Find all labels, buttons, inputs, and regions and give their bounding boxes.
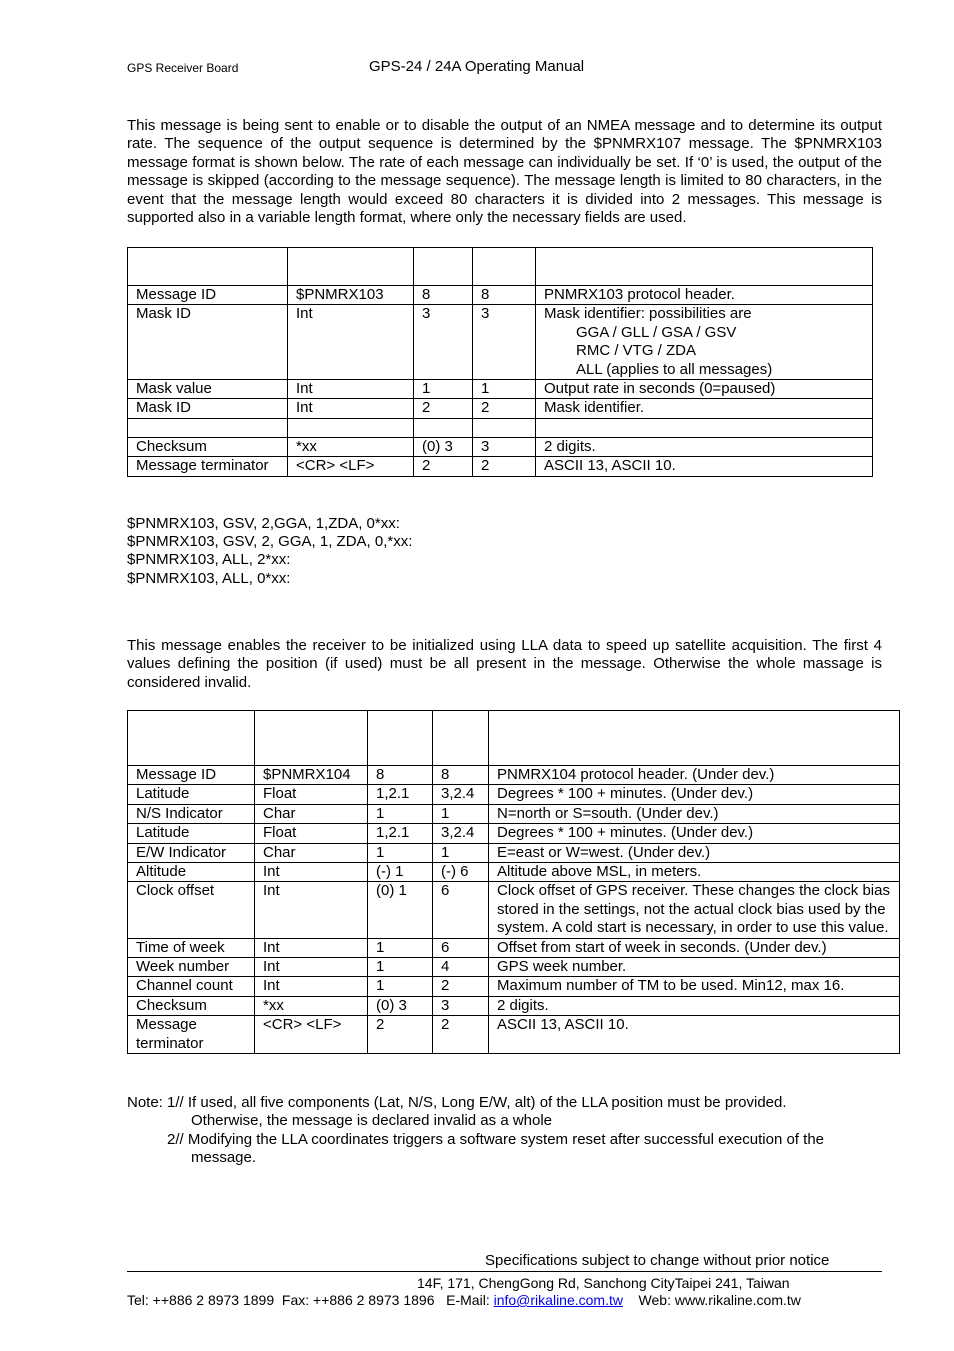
footer-contact-prefix: Tel: ++886 2 8973 1899 Fax: ++886 2 8973 1896 E-Mail: bbox=[127, 1292, 494, 1308]
note-1: Note: 1// If used, all five components (Lat, N/S, Long E/W, alt) of the LLA position must be provided. bbox=[127, 1094, 787, 1111]
footer-contact bbox=[127, 1292, 801, 1308]
table-row bbox=[128, 804, 900, 823]
example-line: $PNMRX103, ALL, 0*xx: bbox=[127, 570, 291, 587]
description-line: RMC / VTG / ZDA bbox=[576, 342, 696, 360]
table-row bbox=[128, 882, 900, 938]
field-name: Latitude bbox=[128, 824, 255, 843]
table-row bbox=[128, 305, 873, 380]
table-row bbox=[128, 958, 900, 977]
footer-divider bbox=[127, 1271, 882, 1272]
field-description: ASCII 13, ASCII 10. bbox=[489, 1016, 900, 1054]
table-row bbox=[128, 1016, 900, 1054]
table-row bbox=[128, 938, 900, 957]
example-line: $PNMRX103, ALL, 2*xx: bbox=[127, 551, 291, 568]
field-name: N/S Indicator bbox=[128, 804, 255, 823]
field-min: 1 bbox=[368, 843, 433, 862]
email-link[interactable]: info@rikaline.com.tw bbox=[493, 1292, 623, 1308]
field-name: Mask value bbox=[128, 380, 288, 399]
field-min: (-) 1 bbox=[368, 863, 433, 882]
field-name: Week number bbox=[128, 958, 255, 977]
field-description: Mask identifier. bbox=[536, 399, 873, 418]
field-min: (0) 3 bbox=[368, 996, 433, 1015]
section2-paragraph: This message enables the receiver to be initialized using LLA data to speed up satellite acquisition. The first 4 values defining the position (if used) must be all present in the message. Otherwise the whole massage is considered invalid. bbox=[127, 637, 882, 691]
field-description bbox=[536, 305, 873, 380]
field-max: 1 bbox=[433, 843, 489, 862]
section1-paragraph: This message is being sent to enable or to disable the output of an NMEA message and to determine its output rate. The sequence of the output sequence is determined by the $PNMRX107 message. The $PNMRX103 message format is shown below. The rate of each message can individually be set. If ‘0’ is used, the output of the message is skipped (according to the message sequence). The message length is limited to 80 characters, in the event that the message length would exceed 80 characters it is divided into 2 messages. This message is supported also in a variable length format, where only the necessary fields are used. bbox=[127, 117, 882, 227]
field-example: $PNMRX103 bbox=[288, 286, 414, 305]
field-example: Int bbox=[255, 958, 368, 977]
field-min: 2 bbox=[414, 457, 473, 476]
table-row bbox=[128, 766, 900, 785]
field-max: 1 bbox=[433, 804, 489, 823]
field-min: (0) 3 bbox=[414, 437, 473, 456]
example-line: $PNMRX103, GSV, 2, GGA, 1, ZDA, 0,*xx: bbox=[127, 533, 413, 550]
field-min: (0) 1 bbox=[368, 882, 433, 938]
field-min: 1 bbox=[414, 380, 473, 399]
field-name: Mask ID bbox=[128, 399, 288, 418]
field-min: 1,2.1 bbox=[368, 785, 433, 804]
note-2-continued: message. bbox=[191, 1149, 257, 1167]
table-header-row bbox=[128, 711, 900, 766]
field-max: 3 bbox=[473, 305, 536, 380]
field-min: 1 bbox=[368, 977, 433, 996]
field-min: 2 bbox=[368, 1016, 433, 1054]
field-description: GPS week number. bbox=[489, 958, 900, 977]
table-row bbox=[128, 996, 900, 1015]
field-name: E/W Indicator bbox=[128, 843, 255, 862]
field-example: <CR> <LF> bbox=[288, 457, 414, 476]
field-name: Channel count bbox=[128, 977, 255, 996]
field-max: 6 bbox=[433, 882, 489, 938]
field-description: Maximum number of TM to be used. Min12, max 16. bbox=[489, 977, 900, 996]
field-example: <CR> <LF> bbox=[255, 1016, 368, 1054]
field-description: PNMRX103 protocol header. bbox=[536, 286, 873, 305]
table-row bbox=[128, 843, 900, 862]
field-max: 2 bbox=[433, 1016, 489, 1054]
field-max: 3 bbox=[473, 437, 536, 456]
field-description: Offset from start of week in seconds. (Under dev.) bbox=[489, 938, 900, 957]
field-name: Message terminator bbox=[128, 457, 288, 476]
table-header-row bbox=[128, 248, 873, 286]
table-row bbox=[128, 380, 873, 399]
footer-notice: Specifications subject to change without prior notice bbox=[485, 1252, 830, 1269]
footer-address: 14F, 171, ChengGong Rd, Sanchong CityTaipei 241, Taiwan bbox=[417, 1275, 790, 1291]
example-line: $PNMRX103, GSV, 2,GGA, 1,ZDA, 0*xx: bbox=[127, 515, 400, 532]
field-name: Altitude bbox=[128, 863, 255, 882]
field-description: ASCII 13, ASCII 10. bbox=[536, 457, 873, 476]
field-example: Int bbox=[288, 399, 414, 418]
table-row bbox=[128, 863, 900, 882]
notes bbox=[127, 1094, 887, 1168]
table-row bbox=[128, 457, 873, 476]
description-line: ALL (applies to all messages) bbox=[576, 360, 773, 378]
field-example: Char bbox=[255, 843, 368, 862]
field-name: Clock offset bbox=[128, 882, 255, 938]
pnmrx104-table bbox=[127, 710, 900, 1054]
field-description: N=north or S=south. (Under dev.) bbox=[489, 804, 900, 823]
field-min: 8 bbox=[414, 286, 473, 305]
footer-spacer bbox=[623, 1292, 639, 1308]
field-example: *xx bbox=[288, 437, 414, 456]
field-max: (-) 6 bbox=[433, 863, 489, 882]
field-example: Float bbox=[255, 824, 368, 843]
field-max: 8 bbox=[473, 286, 536, 305]
field-name: Message ID bbox=[128, 286, 288, 305]
field-max: 2 bbox=[473, 457, 536, 476]
table-row bbox=[128, 977, 900, 996]
field-example: $PNMRX104 bbox=[255, 766, 368, 785]
field-description: 2 digits. bbox=[536, 437, 873, 456]
field-name: Checksum bbox=[128, 437, 288, 456]
description-line: Mask identifier: possibilities are bbox=[544, 305, 752, 323]
description-line: GGA / GLL / GSA / GSV bbox=[576, 323, 737, 341]
field-example: Float bbox=[255, 785, 368, 804]
note-2: 2// Modifying the LLA coordinates triggers a software system reset after successful execution of the bbox=[167, 1130, 824, 1148]
table-row bbox=[128, 824, 900, 843]
field-max: 8 bbox=[433, 766, 489, 785]
field-description: 2 digits. bbox=[489, 996, 900, 1015]
header-left: GPS Receiver Board bbox=[127, 61, 239, 75]
field-example: Int bbox=[255, 977, 368, 996]
field-name: Mask ID bbox=[128, 305, 288, 380]
field-example: Int bbox=[255, 863, 368, 882]
field-example: Int bbox=[288, 305, 414, 380]
field-name: Message terminator bbox=[128, 1016, 255, 1054]
field-min: 1 bbox=[368, 938, 433, 957]
field-name: Checksum bbox=[128, 996, 255, 1015]
field-description: Clock offset of GPS receiver. These changes the clock bias stored in the settings, not the actual clock bias used by the system. A cold start is necessary, in order to use this value. bbox=[489, 882, 900, 938]
field-example: Int bbox=[288, 380, 414, 399]
field-description: Altitude above MSL, in meters. bbox=[489, 863, 900, 882]
field-min: 1 bbox=[368, 958, 433, 977]
field-description: PNMRX104 protocol header. (Under dev.) bbox=[489, 766, 900, 785]
field-description: Degrees * 100 + minutes. (Under dev.) bbox=[489, 785, 900, 804]
table-row bbox=[128, 437, 873, 456]
field-description: Degrees * 100 + minutes. (Under dev.) bbox=[489, 824, 900, 843]
header-title: GPS-24 / 24A Operating Manual bbox=[369, 58, 585, 75]
field-min: 3 bbox=[414, 305, 473, 380]
field-max: 3 bbox=[433, 996, 489, 1015]
field-min: 1,2.1 bbox=[368, 824, 433, 843]
table-row bbox=[128, 286, 873, 305]
field-description: E=east or W=west. (Under dev.) bbox=[489, 843, 900, 862]
field-max: 3,2.4 bbox=[433, 824, 489, 843]
note-1-continued: Otherwise, the message is declared invalid as a whole bbox=[191, 1112, 553, 1130]
field-max: 1 bbox=[473, 380, 536, 399]
field-max: 6 bbox=[433, 938, 489, 957]
field-max: 4 bbox=[433, 958, 489, 977]
field-max: 3,2.4 bbox=[433, 785, 489, 804]
table-row bbox=[128, 399, 873, 418]
pnmrx103-table bbox=[127, 247, 873, 477]
field-min: 8 bbox=[368, 766, 433, 785]
field-example: Char bbox=[255, 804, 368, 823]
field-max: 2 bbox=[473, 399, 536, 418]
field-name: Latitude bbox=[128, 785, 255, 804]
table-row bbox=[128, 785, 900, 804]
field-name: Message ID bbox=[128, 766, 255, 785]
table-row-empty bbox=[128, 418, 873, 437]
field-min: 1 bbox=[368, 804, 433, 823]
field-description: Output rate in seconds (0=paused) bbox=[536, 380, 873, 399]
field-name: Time of week bbox=[128, 938, 255, 957]
field-example: Int bbox=[255, 938, 368, 957]
field-example: Int bbox=[255, 882, 368, 938]
footer-web: Web: www.rikaline.com.tw bbox=[638, 1292, 801, 1308]
field-max: 2 bbox=[433, 977, 489, 996]
field-min: 2 bbox=[414, 399, 473, 418]
field-example: *xx bbox=[255, 996, 368, 1015]
